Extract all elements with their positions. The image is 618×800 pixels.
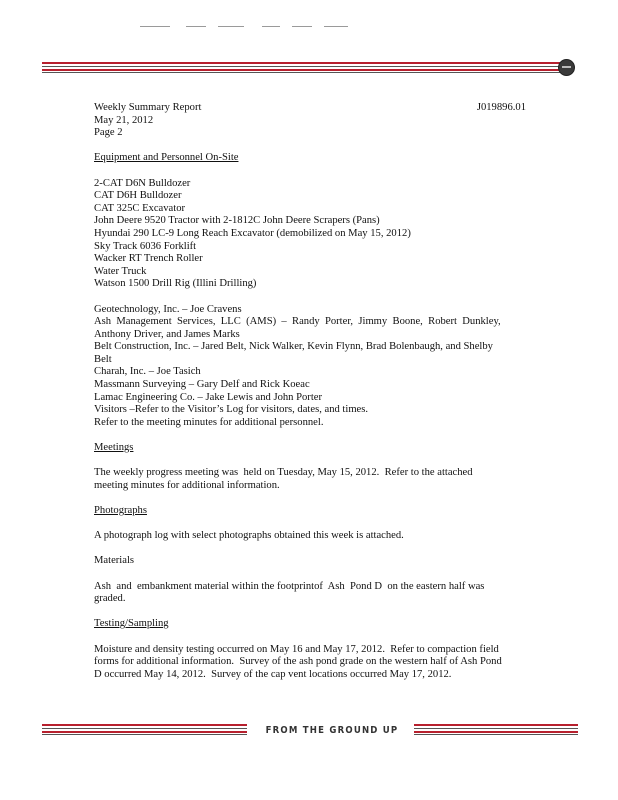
header-scan-marks xyxy=(140,26,360,30)
materials-heading: Materials xyxy=(94,555,135,567)
testing-heading: Testing/Sampling xyxy=(94,618,169,630)
footer-tagline: FROM THE GROUND UP xyxy=(265,725,399,736)
report-date: May 21, 2012 xyxy=(94,114,154,126)
header-rule xyxy=(42,62,562,74)
personnel-item: Geotechnology, Inc. – Joe Cravens xyxy=(94,303,242,315)
company-logo-icon xyxy=(558,59,575,76)
report-header xyxy=(94,102,526,140)
equipment-item: Wacker RT Trench Roller xyxy=(94,253,203,265)
photographs-heading: Photographs xyxy=(94,505,147,516)
materials-text: Ash and embankment material within the footprintof Ash Pond D on the eastern half was xyxy=(94,580,485,592)
materials-text: graded. xyxy=(94,593,126,605)
equipment-item: Water Truck xyxy=(94,265,147,277)
testing-text: forms for additional information. Survey of the ash pond grade on the western half of Ash Pond xyxy=(94,656,502,668)
equipment-item: CAT D6H Bulldozer xyxy=(94,190,182,202)
testing-text: D occurred May 14, 2012. Survey of the cap vent locations occurred May 17, 2012. xyxy=(94,668,452,680)
job-number: J019896.01 xyxy=(476,102,526,113)
equipment-heading: Equipment and Personnel On-Site xyxy=(94,152,239,164)
equipment-item: Hyundai 290 LC-9 Long Reach Excavator (demobilized on May 15, 2012) xyxy=(94,227,411,239)
personnel-item: Charah, Inc. – Joe Tasich xyxy=(94,366,201,378)
equipment-list xyxy=(94,178,526,291)
personnel-item: Visitors –Refer to the Visitor’s Log for visitors, dates, and times. xyxy=(94,404,369,416)
personnel-list xyxy=(94,304,526,430)
equipment-item: 2-CAT D6N Bulldozer xyxy=(94,177,191,189)
personnel-item: Ash Management Services, LLC (AMS) – Randy Porter, Jimmy Boone, Robert Dunkley, xyxy=(94,316,501,328)
equipment-item: Sky Track 6036 Forklift xyxy=(94,240,197,252)
meetings-heading: Meetings xyxy=(94,442,134,454)
equipment-item: CAT 325C Excavator xyxy=(94,202,186,214)
footer-rule-right xyxy=(414,724,578,738)
personnel-item: Belt xyxy=(94,353,112,365)
meetings-text: meeting minutes for additional information. xyxy=(94,479,280,491)
testing-text: Moisture and density testing occurred on May 16 and May 17, 2012. Refer to compaction field xyxy=(94,643,499,655)
report-title: Weekly Summary Report xyxy=(94,102,202,113)
personnel-item: Lamac Engineering Co. – Jake Lewis and John Porter xyxy=(94,391,322,403)
report-body xyxy=(94,102,526,681)
personnel-item: Belt Construction, Inc. – Jared Belt, Nick Walker, Kevin Flynn, Brad Bolenbaugh, and Shelby xyxy=(94,341,493,353)
personnel-item: Massmann Surveying – Gary Delf and Rick Koeac xyxy=(94,379,310,391)
meetings-text: The weekly progress meeting was held on Tuesday, May 15, 2012. Refer to the attached xyxy=(94,467,473,479)
page-number: Page 2 xyxy=(94,127,123,139)
equipment-item: Watson 1500 Drill Rig (Illini Drilling) xyxy=(94,278,257,290)
footer-rule-left xyxy=(42,724,247,738)
equipment-item: John Deere 9520 Tractor with 2-1812C John Deere Scrapers (Pans) xyxy=(94,215,380,227)
footer xyxy=(42,722,578,740)
personnel-item: Anthony Driver, and James Marks xyxy=(94,328,240,340)
photographs-text: A photograph log with select photographs obtained this week is attached. xyxy=(94,530,404,542)
personnel-item: Refer to the meeting minutes for additional personnel. xyxy=(94,416,324,428)
